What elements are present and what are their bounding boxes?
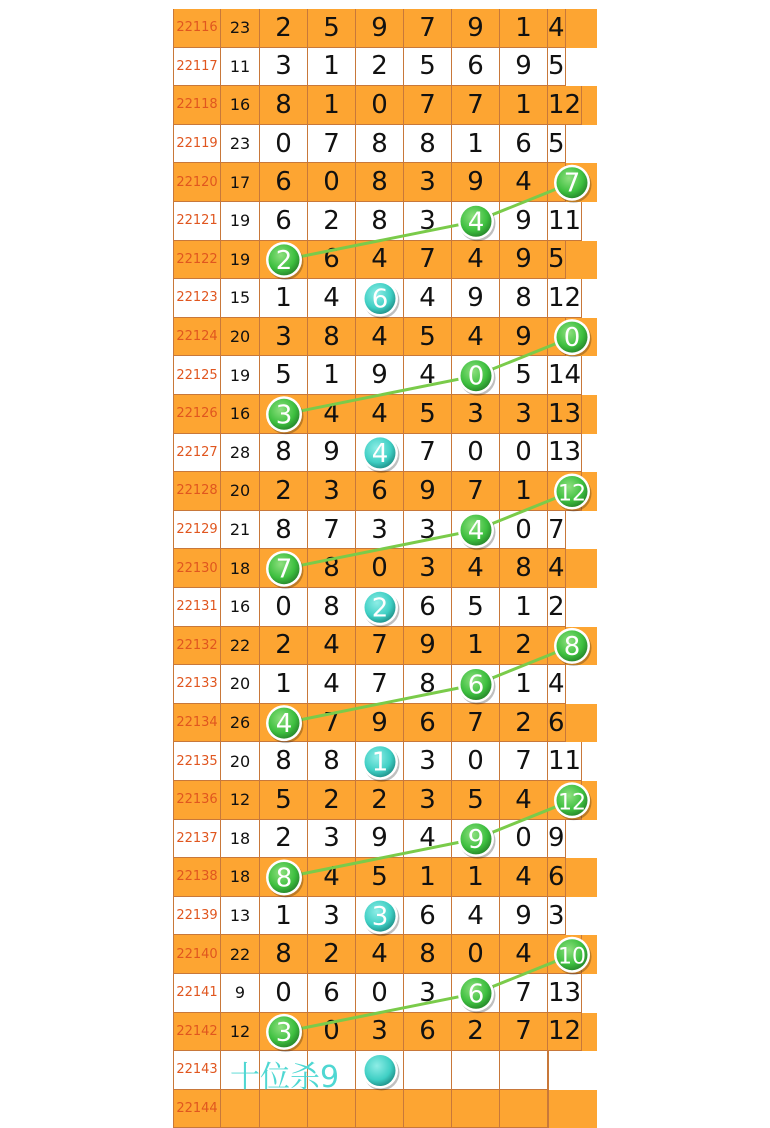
digit-cell: 9: [356, 820, 404, 859]
digit-cell: 0: [356, 974, 404, 1013]
issue-number: 22133: [173, 665, 221, 704]
sum-value: 22: [221, 935, 260, 974]
digit-cell: 7: [548, 511, 566, 550]
issue-number: 22118: [173, 86, 221, 125]
digit-cell: 1: [500, 665, 548, 704]
digit-cell: 3: [404, 511, 452, 550]
digit-cell: 3: [260, 48, 308, 87]
digit-cell: 1: [260, 897, 308, 936]
digit-cell: 7: [452, 472, 500, 511]
sum-value: 22: [221, 627, 260, 666]
digit-cell: 6: [308, 974, 356, 1013]
digit-cell: 9: [500, 241, 548, 280]
ball-number: 7: [563, 168, 581, 199]
digit-cell: 9: [356, 356, 404, 395]
green-ball: [458, 821, 496, 859]
issue-number: 22119: [173, 125, 221, 164]
sum-value: 19: [221, 356, 260, 395]
digit-cell: 2: [260, 627, 308, 666]
digit-cell: 9: [356, 704, 404, 743]
digit-cell: 13: [548, 395, 582, 434]
digit-cell: 8: [260, 86, 308, 125]
green-ball: [554, 937, 592, 975]
digit-cell: 1: [308, 86, 356, 125]
green-ball: [554, 628, 592, 666]
digit-cell: 5: [260, 356, 308, 395]
digit-cell: 6: [404, 588, 452, 627]
digit-cell: 2: [548, 588, 566, 627]
digit-cell: 5: [260, 781, 308, 820]
digit-cell: 4: [452, 241, 500, 280]
sum-value: 19: [221, 202, 260, 241]
issue-number: 22124: [173, 318, 221, 357]
digit-cell: 8: [356, 163, 404, 202]
green-ball: [266, 396, 304, 434]
digit-cell: 9: [356, 9, 404, 48]
sum-value: 16: [221, 395, 260, 434]
digit-cell: 13: [548, 974, 582, 1013]
digit-cell: 4: [404, 279, 452, 318]
digit-cell: 4: [308, 395, 356, 434]
digit-cell: 3: [404, 781, 452, 820]
digit-cell: 3: [404, 202, 452, 241]
green-ball: [266, 551, 304, 589]
digit-cell: 3: [452, 395, 500, 434]
digit-cell: 4: [356, 395, 404, 434]
digit-cell: 4: [308, 858, 356, 897]
green-ball: [458, 512, 496, 550]
digit-cell: 0: [356, 549, 404, 588]
issue-number: 22127: [173, 434, 221, 473]
digit-cell: 11: [548, 202, 582, 241]
sum-value: 12: [221, 1013, 260, 1052]
link-line: [284, 955, 572, 1032]
digit-cell: 8: [356, 125, 404, 164]
digit-cell: 4: [500, 163, 548, 202]
digit-cell: 2: [260, 472, 308, 511]
teal-ball: [362, 589, 400, 627]
ball-number: 2: [371, 593, 389, 624]
digit-cell: 9: [500, 897, 548, 936]
digit-cell: 1: [308, 356, 356, 395]
digit-cell: 3: [356, 511, 404, 550]
digit-cell: 2: [308, 935, 356, 974]
digit-cell: 12: [548, 86, 582, 125]
digit-cell: 4: [548, 9, 566, 48]
digit-cell: 0: [260, 588, 308, 627]
green-ball: [266, 242, 304, 280]
digit-cell: 5: [500, 356, 548, 395]
sum-value: 20: [221, 318, 260, 357]
digit-cell: 3: [308, 897, 356, 936]
digit-cell: 7: [500, 1013, 548, 1052]
issue-number: 22130: [173, 549, 221, 588]
digit-cell: 1: [404, 858, 452, 897]
teal-ball: [362, 898, 400, 936]
digit-cell: 6: [260, 163, 308, 202]
digit-cell: 4: [452, 549, 500, 588]
digit-cell: 0: [356, 86, 404, 125]
digit-cell: 8: [308, 318, 356, 357]
ball-number: 4: [275, 709, 293, 740]
digit-cell: 6: [452, 48, 500, 87]
digit-cell: 4: [500, 858, 548, 897]
ball-number: 12: [558, 790, 586, 816]
issue-number: 22138: [173, 858, 221, 897]
teal-ball: [362, 1053, 400, 1091]
digit-cell: 14: [548, 356, 582, 395]
digit-cell: 8: [356, 202, 404, 241]
digit-cell: 4: [308, 279, 356, 318]
digit-cell: 2: [500, 627, 548, 666]
green-ball: [554, 165, 592, 203]
digit-cell: 7: [356, 627, 404, 666]
sum-value: 18: [221, 549, 260, 588]
sum-value: 15: [221, 279, 260, 318]
digit-cell: 0: [500, 434, 548, 473]
digit-cell: 8: [260, 511, 308, 550]
digit-cell: 5: [308, 9, 356, 48]
sum-value: 18: [221, 858, 260, 897]
digit-cell: 8: [404, 665, 452, 704]
ball-number: 10: [558, 944, 586, 970]
issue-number: 22129: [173, 511, 221, 550]
digit-cell: 4: [308, 665, 356, 704]
ball-number: 12: [558, 481, 586, 507]
digit-cell: 0: [500, 820, 548, 859]
teal-ball: [362, 281, 400, 319]
digit-cell: 3: [260, 318, 308, 357]
digit-cell: 7: [404, 241, 452, 280]
digit-cell: 0: [500, 511, 548, 550]
digit-cell: 4: [548, 549, 566, 588]
digit-cell: 2: [260, 820, 308, 859]
link-line: [284, 492, 572, 569]
digit-cell: 2: [308, 781, 356, 820]
digit-cell: 9: [452, 9, 500, 48]
digit-cell: 1: [452, 858, 500, 897]
teal-ball: [362, 744, 400, 782]
issue-number: 22135: [173, 742, 221, 781]
digit-cell: 4: [356, 318, 404, 357]
digit-cell: 13: [548, 434, 582, 473]
digit-cell: 3: [308, 820, 356, 859]
ball-number: 6: [467, 979, 485, 1010]
digit-cell: 0: [260, 125, 308, 164]
digit-cell: 12: [548, 1013, 582, 1052]
green-ball: [458, 667, 496, 705]
digit-cell: 9: [500, 202, 548, 241]
lottery-grid: [173, 0, 597, 1124]
digit-cell: 7: [308, 704, 356, 743]
issue-number: 22142: [173, 1013, 221, 1052]
ball-number: 8: [275, 863, 293, 894]
digit-cell: 9: [500, 318, 548, 357]
digit-cell: 2: [308, 202, 356, 241]
digit-cell: 0: [260, 974, 308, 1013]
digit-cell: 5: [548, 48, 566, 87]
issue-number: 22136: [173, 781, 221, 820]
digit-cell: 1: [500, 9, 548, 48]
digit-cell: 1: [500, 588, 548, 627]
digit-cell: 1: [260, 665, 308, 704]
digit-cell: 5: [548, 241, 566, 280]
sum-value: 26: [221, 704, 260, 743]
issue-number: 22139: [173, 897, 221, 936]
sum-value: 16: [221, 588, 260, 627]
digit-cell: 7: [356, 665, 404, 704]
digit-cell: 4: [548, 665, 566, 704]
ball-number: 3: [275, 400, 293, 431]
link-line: [284, 337, 572, 414]
digit-cell: 6: [404, 704, 452, 743]
digit-cell: 3: [404, 549, 452, 588]
issue-number: 22122: [173, 241, 221, 280]
sum-value: 12: [221, 781, 260, 820]
ball-number: 9: [467, 824, 485, 855]
digit-cell: 0: [452, 935, 500, 974]
digit-cell: 2: [356, 781, 404, 820]
digit-cell: 6: [356, 472, 404, 511]
digit-cell: 1: [308, 48, 356, 87]
digit-cell: 4: [452, 318, 500, 357]
issue-number: 22125: [173, 356, 221, 395]
digit-cell: 3: [404, 742, 452, 781]
issue-number: 22117: [173, 48, 221, 87]
digit-cell: 7: [404, 9, 452, 48]
digit-cell: 9: [404, 472, 452, 511]
sum-value: 23: [221, 125, 260, 164]
digit-cell: 6: [548, 704, 566, 743]
digit-cell: 5: [404, 395, 452, 434]
digit-cell: 9: [452, 279, 500, 318]
issue-number: 22144: [173, 1090, 221, 1128]
digit-cell: 4: [356, 241, 404, 280]
digit-cell: 12: [548, 279, 582, 318]
issue-number: 22120: [173, 163, 221, 202]
digit-cell: 7: [452, 86, 500, 125]
digit-cell: 8: [308, 742, 356, 781]
digit-cell: 6: [260, 202, 308, 241]
digit-cell: 3: [500, 395, 548, 434]
link-line: [284, 183, 572, 260]
digit-cell: 5: [452, 781, 500, 820]
green-ball: [554, 319, 592, 357]
sum-value: 18: [221, 820, 260, 859]
digit-cell: 9: [404, 627, 452, 666]
digit-cell: 1: [500, 86, 548, 125]
digit-cell: 6: [308, 241, 356, 280]
digit-cell: 6: [548, 858, 566, 897]
digit-cell: 8: [260, 434, 308, 473]
green-ball: [458, 203, 496, 241]
digit-cell: 5: [404, 48, 452, 87]
digit-cell: 0: [452, 742, 500, 781]
issue-number: 22121: [173, 202, 221, 241]
digit-cell: 2: [260, 9, 308, 48]
issue-number: 22128: [173, 472, 221, 511]
issue-number: 22140: [173, 935, 221, 974]
sum-value: 20: [221, 665, 260, 704]
digit-cell: 9: [452, 163, 500, 202]
ball-number: 1: [371, 747, 389, 778]
ball-number: 0: [563, 323, 581, 354]
ball-number: 4: [467, 516, 485, 547]
ball-number: 0: [467, 361, 485, 392]
sum-value: 20: [221, 742, 260, 781]
issue-number: 22116: [173, 9, 221, 48]
digit-cell: 6: [500, 125, 548, 164]
issue-number: 22134: [173, 704, 221, 743]
digit-cell: 5: [356, 858, 404, 897]
digit-cell: 4: [500, 935, 548, 974]
digit-cell: 3: [404, 974, 452, 1013]
digit-cell: 4: [404, 820, 452, 859]
digit-cell: 7: [500, 742, 548, 781]
ball-overlay: [173, 0, 597, 1124]
ball-number: 4: [467, 207, 485, 238]
digit-cell: 0: [308, 163, 356, 202]
ball-number: 6: [467, 670, 485, 701]
issue-number: 22143: [173, 1051, 221, 1090]
digit-cell: 9: [308, 434, 356, 473]
digit-cell: 3: [548, 897, 566, 936]
digit-cell: 3: [404, 163, 452, 202]
digit-cell: 11: [548, 742, 582, 781]
digit-cell: 6: [404, 1013, 452, 1052]
issue-number: 22126: [173, 395, 221, 434]
link-line: [284, 646, 572, 723]
digit-cell: 1: [452, 627, 500, 666]
digit-cell: 4: [452, 897, 500, 936]
green-ball: [458, 358, 496, 396]
green-ball: [266, 1014, 304, 1052]
digit-cell: 2: [500, 704, 548, 743]
sum-value: 28: [221, 434, 260, 473]
green-ball: [458, 975, 496, 1013]
digit-cell: 3: [356, 1013, 404, 1052]
digit-cell: 7: [500, 974, 548, 1013]
digit-cell: 9: [548, 820, 566, 859]
sum-value: 16: [221, 86, 260, 125]
digit-cell: 2: [356, 48, 404, 87]
digit-cell: 8: [260, 935, 308, 974]
green-ball: [266, 860, 304, 898]
digit-cell: 0: [452, 434, 500, 473]
sum-value: 9: [221, 974, 260, 1013]
digit-cell: 6: [404, 897, 452, 936]
ball-number: 7: [275, 554, 293, 585]
ball-number: 6: [371, 284, 389, 315]
digit-cell: 4: [404, 356, 452, 395]
sum-value: 21: [221, 511, 260, 550]
sum-value: 23: [221, 9, 260, 48]
digit-cell: 7: [308, 125, 356, 164]
digit-cell: 7: [452, 704, 500, 743]
digit-cell: 1: [260, 279, 308, 318]
kill-label: 十位杀9: [230, 1060, 340, 1096]
teal-ball: [362, 435, 400, 473]
sum-value: 19: [221, 241, 260, 280]
digit-cell: 8: [404, 935, 452, 974]
digit-cell: 5: [548, 125, 566, 164]
digit-cell: 8: [404, 125, 452, 164]
ball-number: 3: [275, 1017, 293, 1048]
digit-cell: 8: [308, 588, 356, 627]
digit-cell: 8: [260, 742, 308, 781]
issue-number: 22131: [173, 588, 221, 627]
green-ball: [554, 474, 592, 512]
ball-number: 3: [371, 902, 389, 933]
digit-cell: 4: [308, 627, 356, 666]
issue-number: 22141: [173, 974, 221, 1013]
digit-cell: 3: [308, 472, 356, 511]
issue-number: 22123: [173, 279, 221, 318]
digit-cell: 2: [452, 1013, 500, 1052]
sum-value: 17: [221, 163, 260, 202]
digit-cell: 8: [500, 549, 548, 588]
digit-cell: 4: [500, 781, 548, 820]
sum-value: 20: [221, 472, 260, 511]
digit-cell: 7: [404, 434, 452, 473]
digit-cell: 4: [356, 935, 404, 974]
ball-number: 4: [371, 438, 389, 469]
ball-number: 2: [275, 245, 293, 276]
digit-cell: 8: [308, 549, 356, 588]
digit-cell: 5: [404, 318, 452, 357]
ball-number: 8: [563, 631, 581, 662]
sum-value: 13: [221, 897, 260, 936]
green-ball: [266, 705, 304, 743]
digit-cell: 7: [308, 511, 356, 550]
green-ball: [554, 782, 592, 820]
digit-cell: 5: [452, 588, 500, 627]
link-line: [284, 800, 572, 877]
digit-cell: 8: [500, 279, 548, 318]
digit-cell: 9: [500, 48, 548, 87]
digit-cell: 0: [308, 1013, 356, 1052]
sum-value: 11: [221, 48, 260, 87]
digit-cell: 1: [500, 472, 548, 511]
issue-number: 22132: [173, 627, 221, 666]
digit-cell: 1: [452, 125, 500, 164]
digit-cell: 7: [404, 86, 452, 125]
issue-number: 22137: [173, 820, 221, 859]
